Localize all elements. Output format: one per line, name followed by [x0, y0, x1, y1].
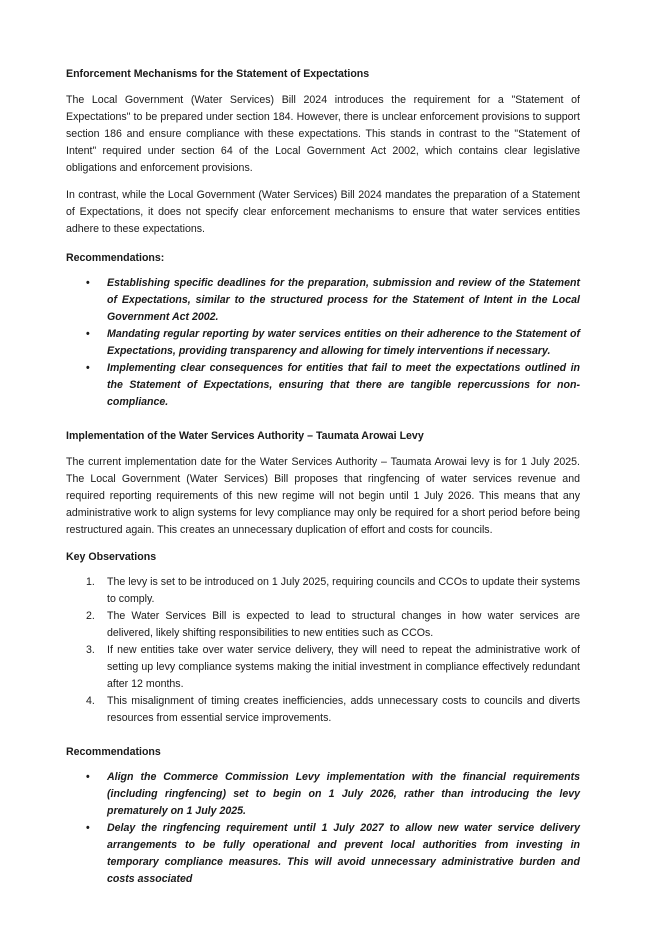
observation-text: This misalignment of timing creates inefficiencies, adds unnecessary costs to councils and diverts resources from essential service improvements. [107, 695, 580, 724]
observation-item [66, 642, 580, 693]
recommendation-text: Align the Commerce Commission Levy implementation with the financial requirements (including ringfencing) set to begin on 1 July 2026, rather than introducing the levy prematurely on 1 July 2025. [107, 771, 580, 817]
recommendations-list-1 [66, 275, 580, 411]
bullet-marker: • [86, 362, 90, 374]
document-page [66, 60, 580, 888]
observation-text: If new entities take over water service delivery, they will need to repeat the administrative work of setting up levy compliance systems making the initial investment in compliance effectively redundant after 12 months. [107, 644, 580, 690]
recommendation-item [66, 820, 580, 888]
paragraph-levy-implementation: The current implementation date for the Water Services Authority – Taumata Arowai levy is for 1 July 2025. The Local Government (Water Services) Bill proposes that ringfencing of water services revenue and required reporting requirements of this new regime will not begin until 1 July 2026. This means that any administrative work to align systems for levy compliance may only be required for a short period before being restructured again. This creates an unnecessary duplication of effort and costs for councils. [66, 456, 580, 536]
key-observations-heading: Key Observations [66, 551, 157, 563]
observations-list [66, 574, 580, 727]
bullet-marker: • [86, 328, 90, 340]
recommendation-item [66, 326, 580, 360]
recommendation-text: Mandating regular reporting by water services entities on their adherence to the Statement of Expectations, providing transparency and allowing for timely interventions if necessary. [107, 328, 580, 357]
observation-text: The Water Services Bill is expected to lead to structural changes in how water services are delivered, likely shifting responsibilities to new entities such as CCOs. [107, 610, 580, 639]
recommendation-text: Delay the ringfencing requirement until 1 July 2027 to allow new water service delivery arrangements to be fully operational and prevent local authorities from investing in temporary compliance measures. This will avoid unnecessary administrative burden and costs associated [107, 822, 580, 885]
recommendations-heading-2: Recommendations [66, 746, 161, 758]
recommendation-item [66, 275, 580, 326]
list-number: 1. [86, 576, 95, 588]
paragraph-enforcement-gap: In contrast, while the Local Government (Water Services) Bill 2024 mandates the preparation of a Statement of Expectations, it does not specify clear enforcement mechanisms to ensure that water services entities adhere to these expectations. [66, 189, 580, 235]
observation-item [66, 693, 580, 727]
bullet-marker: • [86, 277, 90, 289]
recommendation-item [66, 360, 580, 411]
section-heading-enforcement: Enforcement Mechanisms for the Statement of Expectations [66, 68, 370, 80]
observation-text: The levy is set to be introduced on 1 July 2025, requiring councils and CCOs to update their systems to comply. [107, 576, 580, 605]
recommendation-item [66, 769, 580, 820]
observation-item [66, 608, 580, 642]
recommendation-text: Establishing specific deadlines for the preparation, submission and review of the Statement of Expectations, similar to the structured process for the Statement of Intent in the Local Government Act 2002. [107, 277, 580, 323]
paragraph-statement-of-expectations: The Local Government (Water Services) Bill 2024 introduces the requirement for a "Statement of Expectations" to be prepared under section 184. However, there is unclear enforcement provisions to support section 186 and ensure compliance with these expectations. This stands in contrast to the "Statement of Intent" required under section 64 of the Local Government Act 2002, which contains clear legislative obligations and enforcement provisions. [66, 94, 580, 174]
bullet-marker: • [86, 822, 90, 834]
list-number: 2. [86, 610, 95, 622]
recommendation-text: Implementing clear consequences for entities that fail to meet the expectations outlined in the Statement of Expectations, ensuring that there are tangible repercussions for non-compliance. [107, 362, 580, 408]
bullet-marker: • [86, 771, 90, 783]
observation-item [66, 574, 580, 608]
recommendations-list-2 [66, 769, 580, 888]
recommendations-heading-1: Recommendations: [66, 252, 165, 264]
list-number: 4. [86, 695, 95, 707]
list-number: 3. [86, 644, 95, 656]
section-heading-levy: Implementation of the Water Services Authority – Taumata Arowai Levy [66, 430, 424, 442]
